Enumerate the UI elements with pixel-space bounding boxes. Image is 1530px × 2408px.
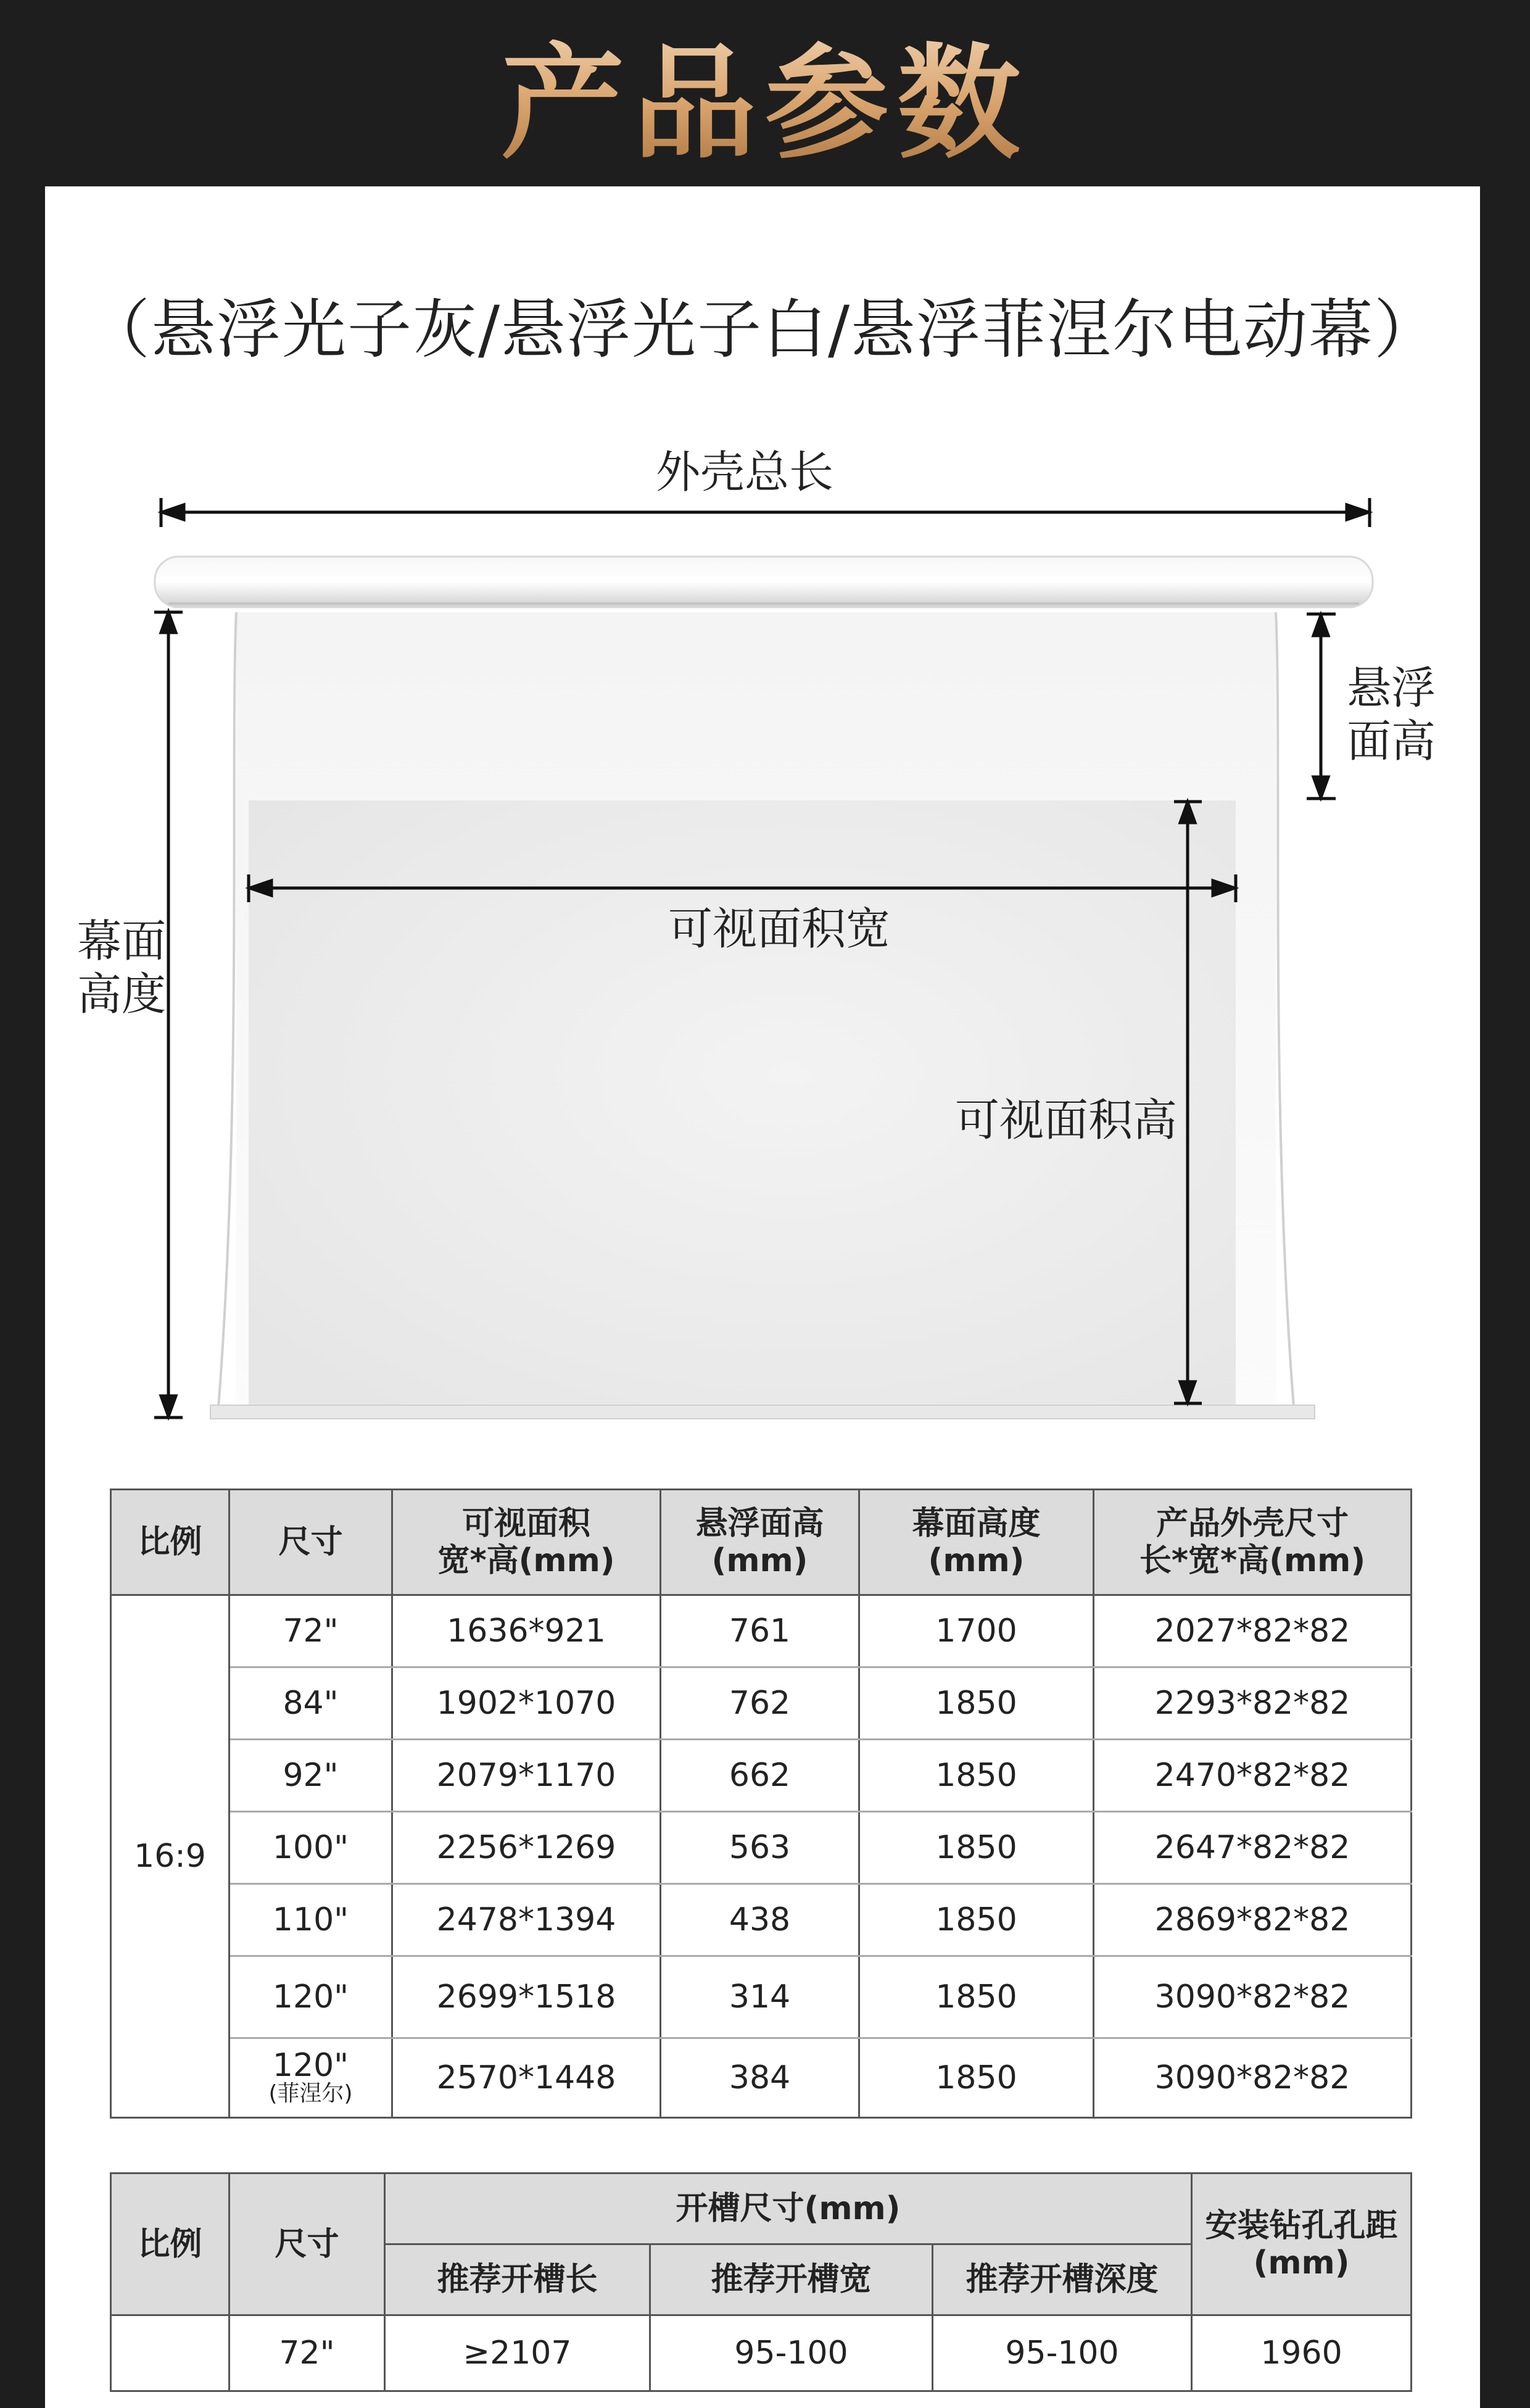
height-cell: 1700 (859, 1595, 1094, 1667)
table-row (111, 1884, 1412, 1956)
slot-header-size: 尺寸 (230, 2173, 385, 2315)
slot-size-cell: 72" (230, 2315, 385, 2391)
float-cell: 761 (661, 1595, 859, 1667)
height-cell: 1850 (859, 2038, 1094, 2118)
page-header (0, 0, 1530, 186)
visible-cell: 2256*1269 (392, 1812, 661, 1884)
casing-cell: 2647*82*82 (1094, 1812, 1412, 1884)
table-row (111, 1812, 1412, 1884)
table-row (111, 1595, 1412, 1667)
slot-header-group: 开槽尺寸(mm) (385, 2173, 1192, 2244)
size-cell: 92" (230, 1740, 392, 1812)
slot-header-ratio: 比例 (111, 2173, 230, 2315)
page-title: 产品参数 (501, 5, 1029, 182)
slot-table-header (111, 2173, 1412, 2244)
spec-table-header (111, 1490, 1412, 1595)
screen-height-label: 幕面 高度 (77, 915, 167, 1020)
visible-cell: 2570*1448 (392, 2038, 661, 2118)
float-cell: 384 (661, 2038, 859, 2118)
bottom-bar (210, 1405, 1315, 1419)
content-panel (45, 186, 1480, 2408)
float-cell: 438 (661, 1884, 859, 1956)
header-height: 幕面高度 (mm) (859, 1490, 1094, 1595)
size-cell: 120" (菲涅尔) (230, 2038, 392, 2118)
table-row (111, 2038, 1412, 2118)
size-cell: 120" (230, 1956, 392, 2038)
casing-cell: 3090*82*82 (1094, 1956, 1412, 2038)
header-ratio: 比例 (111, 1490, 230, 1595)
slot-header-drill: 安装钻孔孔距 (mm) (1192, 2173, 1412, 2315)
casing-length-dimension (161, 498, 1370, 527)
casing-cell: 3090*82*82 (1094, 2038, 1412, 2118)
casing-cell: 2293*82*82 (1094, 1667, 1412, 1740)
visible-cell: 1636*921 (392, 1595, 661, 1667)
table-row (111, 1740, 1412, 1812)
slot-table (110, 2172, 1412, 2392)
table-row (111, 1956, 1412, 2038)
size-cell: 72" (230, 1595, 392, 1667)
height-cell: 1850 (859, 1812, 1094, 1884)
slot-width-cell: 95-100 (650, 2315, 933, 2391)
size-cell: 110" (230, 1884, 392, 1956)
table-row (111, 2315, 1412, 2391)
visible-cell: 1902*1070 (392, 1667, 661, 1740)
visible-cell: 2699*1518 (392, 1956, 661, 2038)
casing-length-label: 外壳总长 (656, 446, 834, 498)
visible-height-label: 可视面积高 (955, 1094, 1178, 1146)
slot-depth-cell: 95-100 (933, 2315, 1192, 2391)
spec-table (110, 1488, 1412, 2119)
size-cell: 84" (230, 1667, 392, 1740)
casing-cell: 2470*82*82 (1094, 1740, 1412, 1812)
height-cell: 1850 (859, 1740, 1094, 1812)
size-cell: 100" (230, 1812, 392, 1884)
height-cell: 1850 (859, 1956, 1094, 2038)
header-float: 悬浮面高 (mm) (661, 1490, 859, 1595)
casing-cell: 2027*82*82 (1094, 1595, 1412, 1667)
header-visible: 可视面积 宽*高(mm) (392, 1490, 661, 1595)
float-cell: 314 (661, 1956, 859, 2038)
product-subtitle: （悬浮光子灰/悬浮光子白/悬浮菲涅尔电动幕） (85, 292, 1440, 367)
screen-casing (155, 557, 1373, 607)
visible-width-label: 可视面积宽 (668, 903, 891, 955)
height-cell: 1850 (859, 1667, 1094, 1740)
header-size: 尺寸 (230, 1490, 392, 1595)
table-row (111, 1667, 1412, 1740)
ratio-cell: 16:9 (111, 1595, 230, 2118)
float-height-dimension (1307, 614, 1336, 799)
header-casing: 产品外壳尺寸 长*宽*高(mm) (1094, 1490, 1412, 1595)
float-cell: 563 (661, 1812, 859, 1884)
fresnel-note: (菲涅尔) (268, 2081, 353, 2106)
slot-header-depth: 推荐开槽深度 (933, 2244, 1192, 2315)
slot-length-cell: ≥2107 (385, 2315, 650, 2391)
float-cell: 662 (661, 1740, 859, 1812)
float-cell: 762 (661, 1667, 859, 1740)
float-height-label: 悬浮 面高 (1347, 662, 1436, 767)
slot-header-length: 推荐开槽长 (385, 2244, 650, 2315)
visible-cell: 2079*1170 (392, 1740, 661, 1812)
slot-drill-cell: 1960 (1192, 2315, 1412, 2391)
slot-header-width: 推荐开槽宽 (650, 2244, 933, 2315)
casing-cell: 2869*82*82 (1094, 1884, 1412, 1956)
slot-ratio-cell (111, 2315, 230, 2391)
screen-diagram (45, 186, 1480, 1451)
visible-cell: 2478*1394 (392, 1884, 661, 1956)
height-cell: 1850 (859, 1884, 1094, 1956)
